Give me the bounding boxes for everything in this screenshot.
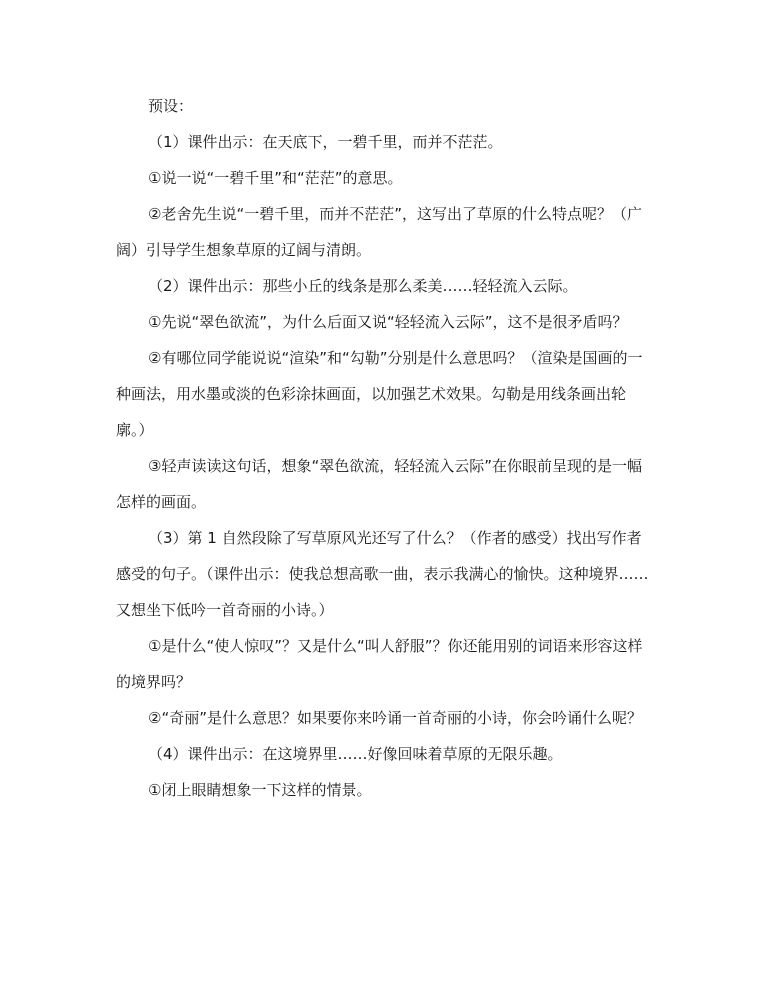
paragraph-item-2-1: ①先说“翠色欲流”，为什么后面又说“轻轻流入云际”，这不是很矛盾吗？ — [148, 313, 628, 331]
paragraph-preset-label: 预设： — [148, 97, 194, 115]
paragraph-item-3-2: ②“奇丽”是什么意思？如果要你来吟诵一首奇丽的小诗，你会吟诵什么呢？ — [148, 709, 642, 727]
paragraph-section-1: （1）课件出示：在天底下，一碧千里，而并不茫茫。 — [148, 133, 503, 151]
paragraph-section-4: （4）课件出示：在这境界里……好像回味着草原的无限乐趣。 — [148, 745, 563, 763]
paragraph-item-1-1: ①说一说“一碧千里”和“茫茫”的意思。 — [148, 169, 403, 187]
paragraph-item-4-1: ①闭上眼睛想象一下这样的情景。 — [148, 781, 372, 799]
paragraph-item-3-1: ①是什么“使人惊叹”？又是什么“叫人舒服”？你还能用别的词语来形容这样的境界吗？ — [116, 637, 643, 691]
paragraph-item-2-3: ③轻声读读这句话，想象“翠色欲流，轻轻流入云际”在你眼前呈现的是一幅怎样的画面。 — [116, 457, 642, 511]
document-body — [116, 88, 652, 808]
paragraph-section-2: （2）课件出示：那些小丘的线条是那么柔美……轻轻流入云际。 — [148, 277, 578, 295]
paragraph-section-3: （3）第 1 自然段除了写草原风光还写了什么？（作者的感受）找出写作者感受的句子。（课件出示：使我总想高歌一曲，表示我满心的愉快。这种境界……又想坐下低吟一首奇丽的小诗。） — [116, 529, 649, 619]
paragraph-item-1-2: ②老舍先生说“一碧千里，而并不茫茫”，这写出了草原的什么特点呢？（广阔）引导学生想象草原的辽阔与清朗。 — [116, 205, 642, 259]
paragraph-item-2-2: ②有哪位同学能说说“渲染”和“勾勒”分别是什么意思吗？（渲染是国画的一种画法，用水墨或淡的色彩涂抹画面，以加强艺术效果。勾勒是用线条画出轮廓。） — [116, 349, 643, 439]
